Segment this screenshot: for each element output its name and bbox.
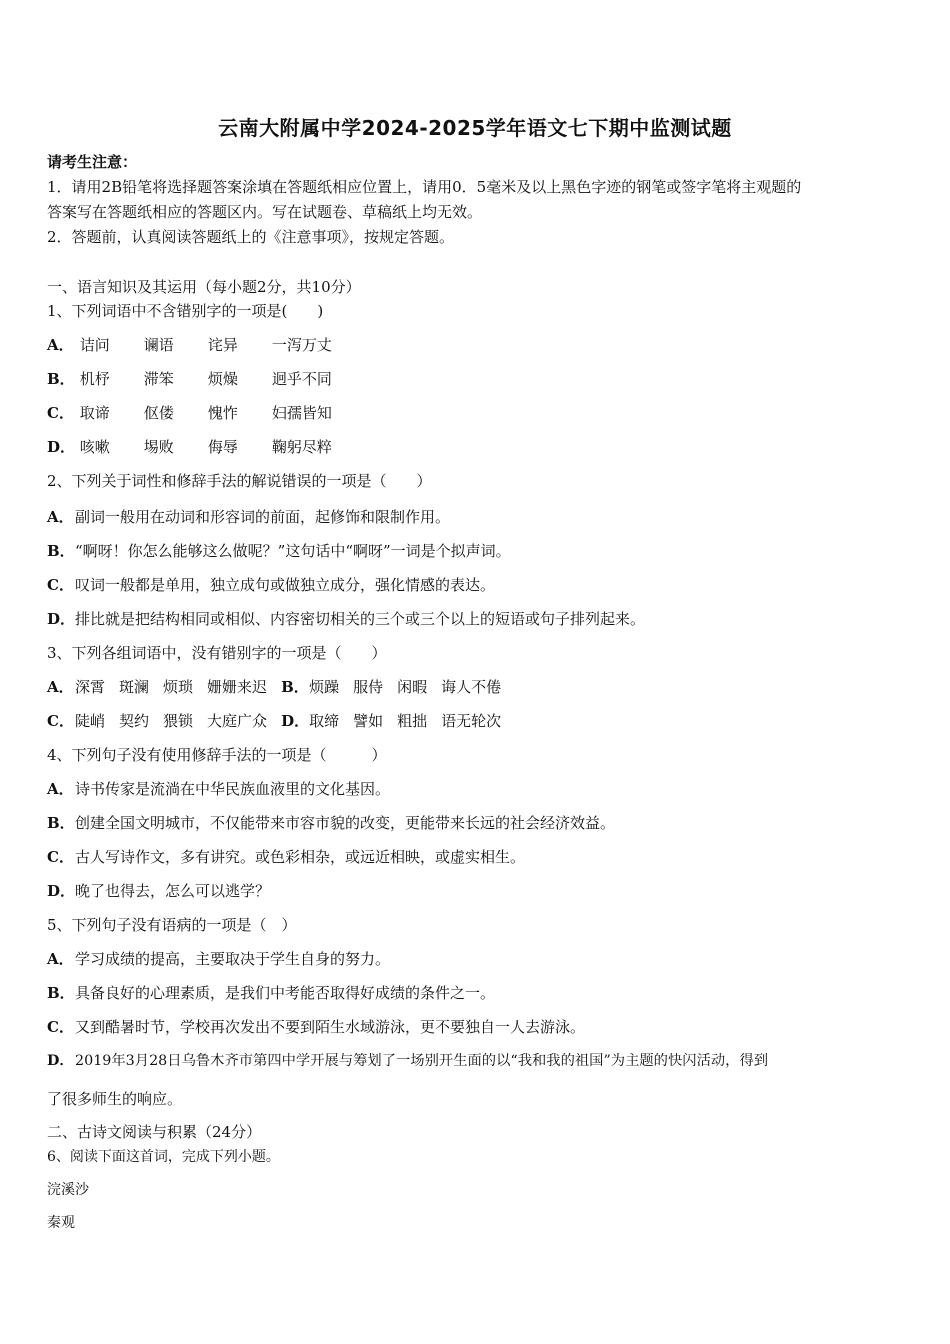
word: 谰语 [143,336,174,354]
word: 诲人不倦 [441,678,502,696]
word: 妇孺皆知 [271,404,332,422]
poem-title: 浣溪沙 [47,1182,89,1198]
option-label: C． [47,848,74,866]
word: 粗拙 [397,712,428,730]
q5-option-c [47,1017,585,1037]
option-text: 创建全国文明城市，不仅能带来市容市貌的改变，更能带来长远的社会经济效益。 [75,814,616,832]
page-title: 云南大附属中学2024-2025学年语文七下期中监测试题 [218,116,732,140]
word: 埸败 [143,438,174,456]
option-text: “啊呀！你怎么能够这么做呢？”这句话中“啊呀”一词是个拟声词。 [75,542,511,560]
notice-item-1a: 1．请用2B铅笔将选择题答案涂填在答题纸相应位置上，请用0．5毫米及以上黑色字迹的钢笔或签字笔将主观题的 [47,178,802,196]
word: 迥乎不同 [271,370,332,388]
option-text: 学习成绩的提高，主要取决于学生自身的努力。 [75,950,391,968]
word: 取缔 [309,712,340,730]
word: 闲暇 [397,678,428,696]
notice-item-2: 2．答题前，认真阅读答题纸上的《注意事项》，按规定答题。 [47,228,455,246]
q5-option-d-cont: 了很多师生的响应。 [47,1090,183,1108]
option-label: A． [47,780,74,798]
notice-heading: 请考生注意： [47,153,138,171]
q6-stem: 6、阅读下面这首词，完成下列小题。 [47,1149,280,1165]
poem-author: 秦观 [47,1215,75,1231]
option-label: B． [47,370,75,388]
q2-option-b [47,541,511,561]
q4-option-a [47,779,390,799]
option-text: 古人写诗作文，多有讲究。或色彩相杂，或远近相映，或虚实相生。 [75,848,526,866]
q5-option-d [47,1051,768,1071]
q5-option-a [47,949,390,969]
option-text: 诗书传家是流淌在中华民族血液里的文化基因。 [75,780,391,798]
option-label: B． [281,678,309,696]
word: 侮辱 [207,438,238,456]
q5-stem: 5、下列句子没有语病的一项是（ ） [47,916,297,934]
word: 一泻万丈 [271,336,332,354]
word: 烦燥 [207,370,238,388]
option-text: 晚了也得去，怎么可以逃学？ [75,882,271,900]
option-label: C． [47,576,74,594]
q4-option-c [47,847,525,867]
q4-stem: 4、下列句子没有使用修辞手法的一项是（ ） [47,746,387,764]
word: 诧异 [207,336,238,354]
word: 斑澜 [119,678,150,696]
q3-options-cd [47,711,515,731]
option-label: D． [47,610,76,628]
word: 烦琐 [163,678,194,696]
word: 姗姗来迟 [207,678,268,696]
q1-option-b [47,369,366,389]
option-label: A． [47,508,74,526]
option-text: 2019年3月28日乌鲁木齐市第四中学开展与筹划了一场别开生面的以“我和我的祖国”为主题的快闪活动，得到 [75,1053,769,1069]
word: 愧怍 [207,404,238,422]
word: 陡峭 [75,712,106,730]
option-text: 副词一般用在动词和形容词的前面，起修饰和限制作用。 [75,508,451,526]
option-label: C． [47,1018,74,1036]
option-label: B． [47,814,75,832]
q3-stem: 3、下列各组词语中，没有错别字的一项是（ ） [47,644,387,662]
q2-option-d [47,609,645,629]
option-text: 具备良好的心理素质，是我们中考能否取得好成绩的条件之一。 [75,984,496,1002]
option-label: A． [47,950,74,968]
section-1-heading: 一、语言知识及其运用（每小题2分，共10分） [47,278,361,296]
option-text: 排比就是把结构相同或相似、内容密切相关的三个或三个以上的短语或句子排列起来。 [75,610,646,628]
word: 契约 [119,712,150,730]
option-label: D． [47,438,76,456]
option-text: 叹词一般都是单用，独立成句或做独立成分，强化情感的表达。 [75,576,496,594]
notice-item-1b: 答案写在答题纸相应的答题区内。写在试题卷、草稿纸上均无效。 [47,203,483,221]
word: 机杼 [79,370,110,388]
option-label: D． [47,882,76,900]
word: 服侍 [353,678,384,696]
word: 深霄 [75,678,106,696]
option-label: D． [281,712,310,730]
q1-option-c [47,403,366,423]
option-label: A． [47,678,74,696]
word: 咳嗽 [79,438,110,456]
q2-option-a [47,507,450,527]
q1-stem: 1、下列词语中不含错别字的一项是( ) [47,302,324,320]
option-label: C． [47,712,74,730]
q5-option-b [47,983,495,1003]
option-label: C． [47,404,74,422]
q2-option-c [47,575,495,595]
q1-option-d [47,437,366,457]
option-label: D． [47,1053,74,1069]
word: 伛偻 [143,404,174,422]
section-2-heading: 二、古诗文阅读与积累（24分） [47,1123,262,1141]
q4-option-b [47,813,615,833]
option-text: 又到酷暑时节，学校再次发出不要到陌生水域游泳，更不要独自一人去游泳。 [75,1018,586,1036]
word: 鞠躬尽粹 [271,438,332,456]
word: 大庭广众 [207,712,268,730]
word: 烦躁 [309,678,340,696]
q4-option-d [47,881,270,901]
option-label: B． [47,542,75,560]
q2-stem: 2、下列关于词性和修辞手法的解说错误的一项是（ ） [47,472,432,490]
word: 譬如 [353,712,384,730]
word: 取谛 [79,404,110,422]
word: 语无轮次 [441,712,502,730]
q1-option-a [47,335,366,355]
word: 诘问 [79,336,110,354]
q3-options-ab [47,677,515,697]
word: 滞笨 [143,370,174,388]
option-label: B． [47,984,75,1002]
option-label: A． [47,336,74,354]
word: 猥锁 [163,712,194,730]
